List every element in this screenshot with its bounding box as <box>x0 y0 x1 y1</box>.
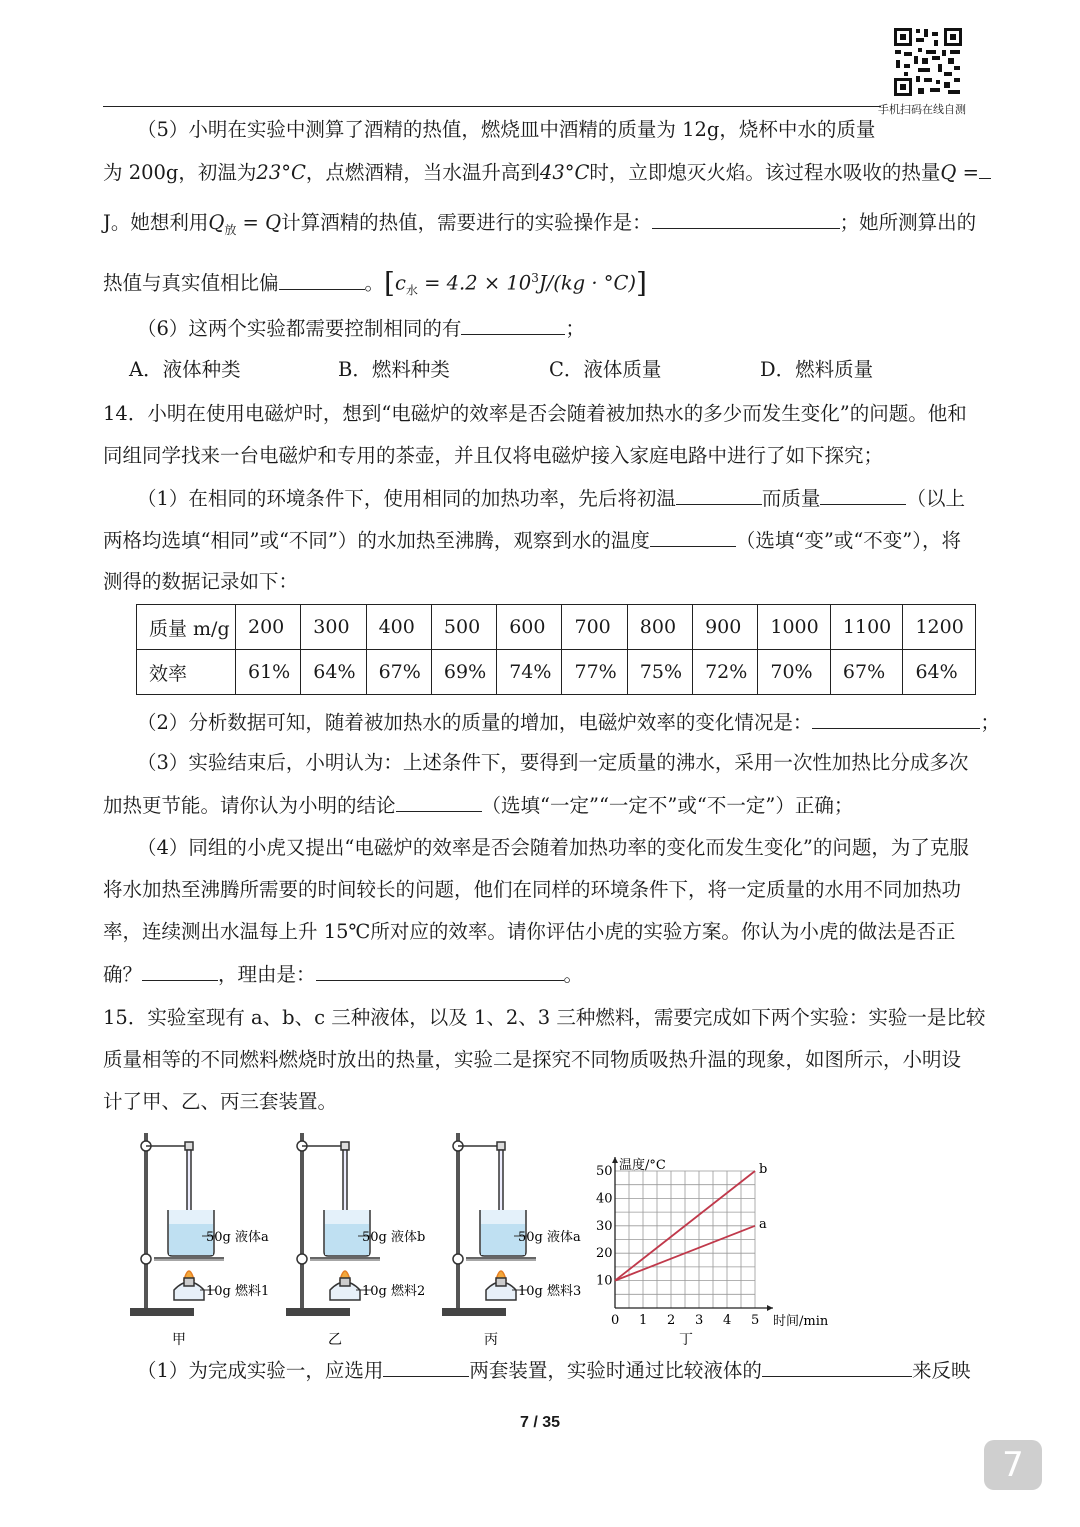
conclusion-blank[interactable] <box>396 793 482 812</box>
y-axis-arrow <box>612 1157 618 1163</box>
q14-p3-line2: 加热更节能。请你认为小明的结论 （选填“一定”“一定不”或“不一定”）正确； <box>103 794 854 817</box>
q14-line1: 14．小明在使用电磁炉时，想到“电磁炉的效率是否会随着被加热水的多少而发生变化”的问题。他和 <box>103 402 967 425</box>
q13-p5-line4: 热值与真实值相比偏 。$[c_水 = 4.2 \times 10^3J/(kg \cdot ^\circ C)]$ <box>103 266 647 300</box>
label-liquid-bing: 50g 液体a <box>518 1230 581 1245</box>
q14-p1-line1: （1）在相同的环境条件下，使用相同的加热功率，先后将初温 而质量 （以上 <box>137 487 965 510</box>
temp-change-blank[interactable] <box>650 528 736 547</box>
table-cell: 74% <box>497 650 562 695</box>
label-fuel-jia: 10g 燃料1 <box>206 1284 270 1299</box>
label-liquid-jia: 50g 液体a <box>206 1230 269 1245</box>
label-liquid-yi: 50g 液体b <box>362 1230 426 1245</box>
y-tick-label: 30 <box>596 1218 613 1234</box>
x-tick-label: 0 <box>611 1313 620 1328</box>
table-cell: 1100 <box>830 605 903 650</box>
y-tick-label: 20 <box>596 1246 613 1262</box>
table-row <box>137 605 976 650</box>
table-cell: 900 <box>693 605 758 650</box>
q13-p6: （6）这两个实验都需要控制相同的有 ； <box>137 317 585 340</box>
option-c[interactable]: C．液体质量 <box>549 358 662 381</box>
efficiency-trend-blank[interactable] <box>812 710 980 729</box>
mass-blank[interactable] <box>820 486 906 505</box>
reason-blank[interactable] <box>316 962 564 981</box>
y-tick-label: 40 <box>596 1191 613 1207</box>
correctness-blank[interactable] <box>142 962 218 981</box>
table-cell: 70% <box>758 650 831 695</box>
table-cell: 300 <box>301 605 366 650</box>
table-cell: 600 <box>497 605 562 650</box>
page-badge: 7 <box>984 1440 1042 1490</box>
label-fuel-bing: 10g 燃料3 <box>518 1284 582 1299</box>
x-tick-label: 3 <box>695 1313 704 1328</box>
caption-bing: 丙 <box>484 1332 498 1348</box>
q14-p2: （2）分析数据可知，随着被加热水的质量的增加，电磁炉效率的变化情况是： ； <box>137 711 1000 734</box>
q14-p4-line4: 确？ ，理由是： 。 <box>103 963 584 986</box>
temperature-chart <box>596 1157 829 1348</box>
label-fuel-yi: 10g 燃料2 <box>362 1284 426 1299</box>
table-cell: 700 <box>562 605 627 650</box>
table-cell: 67% <box>830 650 903 695</box>
operation-blank[interactable] <box>652 210 840 229</box>
table-cell: 400 <box>366 605 431 650</box>
y-axis-label: 温度/°C <box>619 1158 666 1173</box>
q15-line1: 15．实验室现有 a、b、c 三种液体，以及 1、2、3 三种燃料，需要完成如下两个实验：实验一是比较 <box>103 1006 986 1029</box>
qr-code-image <box>892 26 964 98</box>
q13-p5-line2: 为 200g，初温为23°C，点燃酒精，当水温升高到43°C时，立即熄灭火焰。该过程水吸收的热量Q = <box>103 160 991 185</box>
series-label-a: a <box>759 1216 767 1232</box>
option-a[interactable]: A．液体种类 <box>129 358 241 381</box>
q15-line2: 质量相等的不同燃料燃烧时放出的热量，实验二是探究不同物质吸热升温的现象，如图所示，小明设 <box>103 1048 962 1071</box>
table-cell: 67% <box>366 650 431 695</box>
table-cell: 64% <box>903 650 976 695</box>
table-header-cell: 质量 m/g <box>137 605 236 650</box>
q15-line3: 计了甲、乙、丙三套装置。 <box>103 1090 338 1113</box>
q14-p1-line3: 测得的数据记录如下： <box>103 570 299 593</box>
table-cell: 64% <box>301 650 366 695</box>
x-axis-arrow <box>767 1305 773 1311</box>
q14-p4-line2: 将水加热至沸腾所需要的时间较长的问题，他们在同样的环境条件下，将一定质量的水用不同加热功 <box>103 878 962 901</box>
q13-p5-line1: （5）小明在实验中测算了酒精的热值，燃烧皿中酒精的质量为 12g，烧杯中水的质量 <box>137 118 876 141</box>
table-cell: 1200 <box>903 605 976 650</box>
q14-p3-line1: （3）实验结束后，小明认为：上述条件下，要得到一定质量的沸水，采用一次性加热比分成多次 <box>137 751 969 774</box>
series-label-b: b <box>759 1162 768 1177</box>
table-header-cell: 效率 <box>137 650 236 695</box>
comparison-blank[interactable] <box>762 1358 912 1377</box>
qr-caption: 手机扫码在线自测 <box>878 103 966 116</box>
table-cell: 200 <box>236 605 301 650</box>
device-selection-blank[interactable] <box>383 1358 469 1377</box>
option-b[interactable]: B．燃料种类 <box>338 358 450 381</box>
q14-p4-line3: 率，连续测出水温每上升 15℃所对应的效率。请你评估小虎的实验方案。你认为小虎的做法是否正 <box>103 920 956 943</box>
caption-yi: 乙 <box>328 1332 342 1348</box>
option-d[interactable]: D．燃料质量 <box>760 358 874 381</box>
table-cell: 72% <box>693 650 758 695</box>
table-cell: 500 <box>431 605 496 650</box>
table-row <box>137 650 976 695</box>
table-cell: 75% <box>627 650 692 695</box>
x-axis-label: 时间/min <box>773 1314 829 1329</box>
header-rule <box>103 106 881 107</box>
table-cell: 800 <box>627 605 692 650</box>
efficiency-table <box>136 604 976 695</box>
y-tick-label: 50 <box>596 1164 613 1179</box>
x-tick-label: 1 <box>639 1313 648 1328</box>
x-tick-label: 2 <box>667 1313 676 1328</box>
page-number: 7 / 35 <box>519 1414 561 1431</box>
q15-p1: （1）为完成实验一，应选用 两套装置，实验时通过比较液体的 来反映 <box>137 1359 971 1382</box>
table-cell: 77% <box>562 650 627 695</box>
x-tick-label: 4 <box>723 1313 732 1328</box>
q14-p1-line2: 两格均选填“相同”或“不同”）的水加热至沸腾，观察到水的温度 （选填“变”或“不变”），将 <box>103 529 962 552</box>
initial-temp-blank[interactable] <box>676 486 762 505</box>
q14-line2: 同组同学找来一台电磁炉和专用的茶壶，并且仅将电磁炉接入家庭电路中进行了如下探究； <box>103 444 884 467</box>
table-cell: 1000 <box>758 605 831 650</box>
x-tick-label: 5 <box>751 1313 760 1328</box>
caption-jia: 甲 <box>172 1332 186 1348</box>
table-cell: 61% <box>236 650 301 695</box>
p6-blank[interactable] <box>461 316 565 335</box>
experiment-figure <box>120 1128 840 1360</box>
table-cell: 69% <box>431 650 496 695</box>
q-heat-blank[interactable] <box>979 160 991 179</box>
y-tick-label: 10 <box>596 1273 613 1289</box>
q13-p5-line3: J。她想利用$Q_放 = Q$计算酒精的热值，需要进行的实验操作是： ；她所测算出的 <box>103 211 977 237</box>
q14-p4-line1: （4）同组的小虎又提出“电磁炉的效率是否会随着加热功率的变化而发生变化”的问题，为了克服 <box>137 836 969 859</box>
chart-caption: 丁 <box>679 1332 693 1348</box>
deviation-blank[interactable] <box>279 271 365 290</box>
